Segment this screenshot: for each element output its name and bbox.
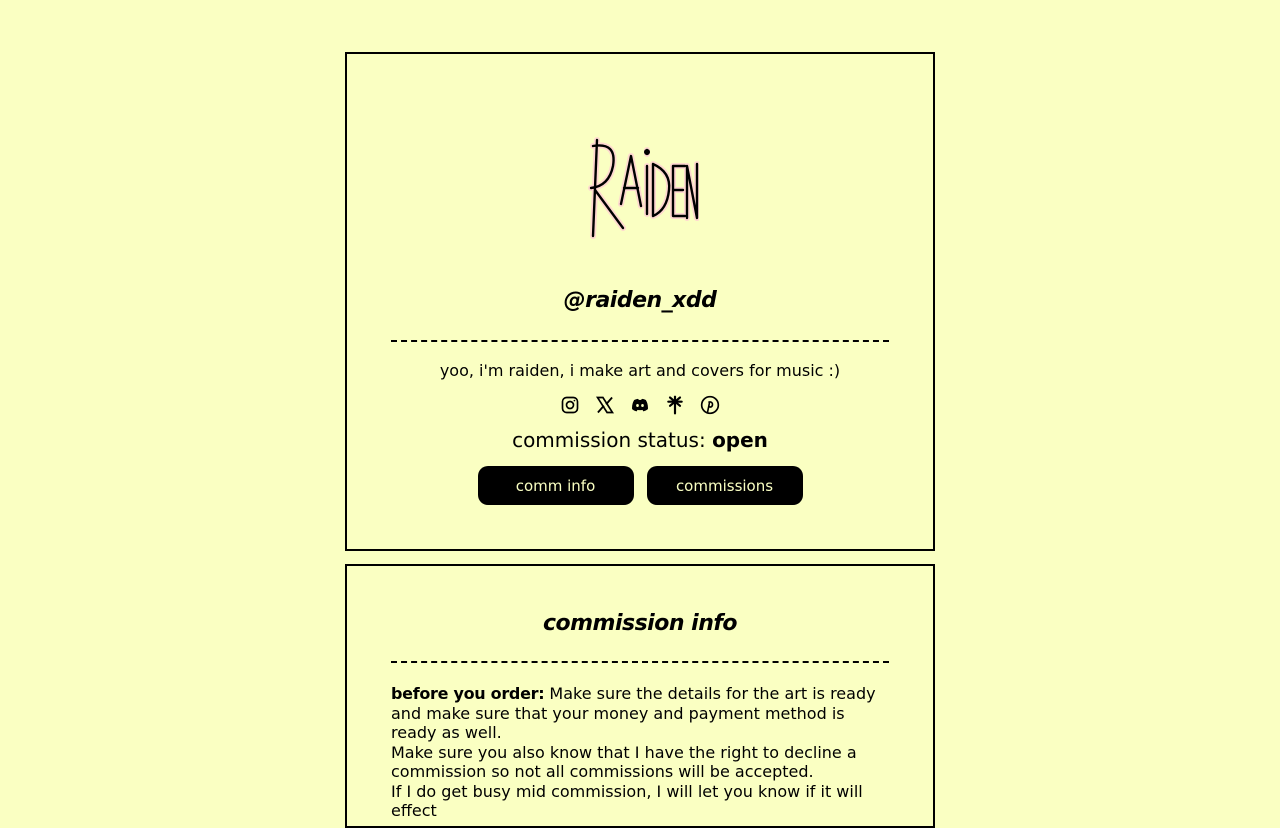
instagram-icon[interactable] (560, 394, 581, 415)
social-links (347, 394, 933, 415)
commission-status (347, 428, 933, 452)
profile-bio: yoo, i'm raiden, i make art and covers for music :) (439, 361, 841, 380)
commission-info-title: commission info (542, 611, 738, 636)
before-you-order-label: before you order: (391, 684, 545, 703)
commissions-button[interactable]: commissions (647, 466, 803, 505)
before-you-order-text: Make sure the details for the art is ready and make sure that your money and payment method is ready as well. (391, 684, 876, 742)
linktree-icon[interactable] (665, 394, 686, 415)
discord-icon[interactable] (630, 394, 651, 415)
before-you-order-paragraph (391, 684, 891, 743)
commission-info-card (345, 564, 935, 828)
raiden-logo (583, 132, 699, 242)
commission-info-body (391, 684, 891, 821)
x-icon[interactable] (595, 394, 616, 415)
divider (391, 661, 889, 663)
commission-status-value: open (712, 428, 768, 452)
button-row (347, 466, 933, 505)
commission-status-label: commission status: (512, 428, 706, 452)
decline-paragraph: Make sure you also know that I have the right to decline a commission so not all commissions will be accepted. (391, 742, 857, 781)
comm-info-button[interactable]: comm info (478, 466, 634, 505)
profile-card (345, 52, 935, 551)
pinterest-icon[interactable] (700, 394, 721, 415)
profile-handle: @raiden_xdd (563, 288, 717, 313)
busy-paragraph: If I do get busy mid commission, I will let you know if it will effect (391, 781, 863, 820)
divider (391, 340, 889, 342)
